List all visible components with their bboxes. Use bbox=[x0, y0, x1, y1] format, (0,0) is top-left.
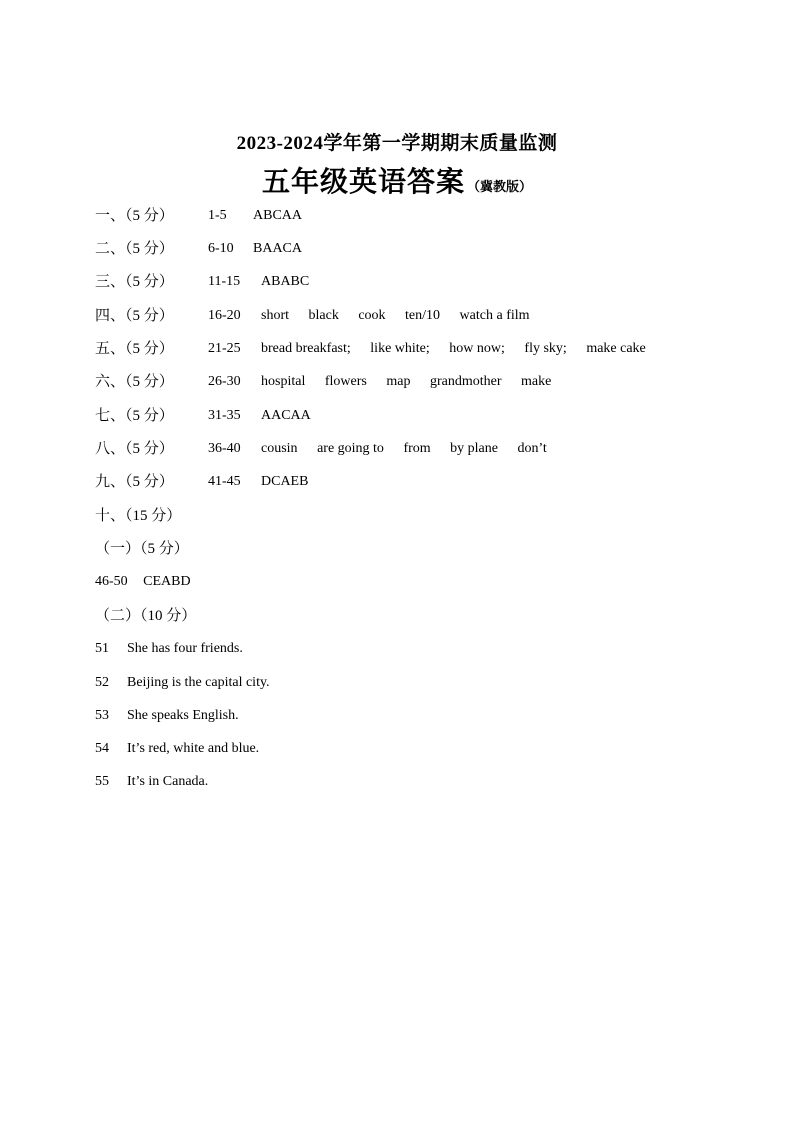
answer-list bbox=[261, 471, 324, 493]
answer: make bbox=[520, 374, 552, 389]
sentence-answer: It’s in Canada. bbox=[127, 774, 209, 789]
subject-title-main: 五年级英语答案 bbox=[261, 167, 465, 198]
section-label: 五、（5 分） bbox=[95, 341, 174, 357]
sentence-answer-row bbox=[95, 738, 259, 760]
answer: by plane bbox=[450, 441, 498, 456]
answer: map bbox=[386, 374, 411, 389]
question-range: 36-40 bbox=[208, 441, 241, 456]
answer: make cake bbox=[586, 341, 646, 356]
subject-title bbox=[0, 160, 794, 200]
answer-list bbox=[261, 438, 563, 460]
answer: how now; bbox=[449, 341, 505, 356]
answer: cook bbox=[358, 308, 386, 323]
part-1-answer-row bbox=[95, 571, 191, 593]
question-number: 51 bbox=[95, 641, 109, 656]
sentence-answer: She speaks English. bbox=[127, 708, 239, 723]
answer: BAACA bbox=[253, 241, 303, 256]
sentence-answer: It’s red, white and blue. bbox=[127, 741, 260, 756]
answer: fly sky; bbox=[524, 341, 567, 356]
answer: are going to bbox=[317, 441, 384, 456]
question-range: 6-10 bbox=[208, 241, 234, 256]
section-label: 二、（5 分） bbox=[95, 241, 174, 257]
answer: hospital bbox=[261, 374, 306, 389]
answer: grandmother bbox=[429, 374, 502, 389]
section-label: 九、（5 分） bbox=[95, 474, 174, 490]
question-number: 54 bbox=[95, 741, 109, 756]
answer: like white; bbox=[370, 341, 430, 356]
answer: CEABD bbox=[143, 574, 191, 589]
part-1-label: （一）（5 分） bbox=[95, 541, 189, 557]
answer-list bbox=[253, 238, 318, 260]
question-range: 21-25 bbox=[208, 341, 241, 356]
answer: ABABC bbox=[261, 274, 310, 289]
section-label: 六、（5 分） bbox=[95, 374, 174, 390]
answer: black bbox=[308, 308, 339, 323]
question-range: 41-45 bbox=[208, 474, 241, 489]
sentence-answer-row bbox=[95, 672, 270, 694]
question-range: 31-35 bbox=[208, 408, 241, 423]
answer-list bbox=[261, 405, 327, 427]
answer: don’t bbox=[517, 441, 547, 456]
answer: flowers bbox=[324, 374, 367, 389]
answer: short bbox=[261, 308, 289, 323]
question-range: 1-5 bbox=[208, 208, 227, 223]
question-number: 55 bbox=[95, 774, 109, 789]
question-range: 26-30 bbox=[208, 374, 241, 389]
answer-list bbox=[261, 338, 662, 360]
edition-label: （冀教版） bbox=[467, 179, 533, 194]
sentence-answer: Beijing is the capital city. bbox=[127, 675, 270, 690]
section-label: 三、（5 分） bbox=[95, 274, 174, 290]
exam-title: 2023-2024学年第一学期期末质量监测 bbox=[236, 133, 558, 154]
question-range: 11-15 bbox=[208, 274, 241, 289]
section-label: 一、（5 分） bbox=[95, 208, 174, 224]
answer-list bbox=[261, 305, 546, 327]
section-label: 四、（5 分） bbox=[95, 308, 174, 324]
answer: AACAA bbox=[261, 408, 311, 423]
answer-list bbox=[261, 271, 325, 293]
answer: bread breakfast; bbox=[261, 341, 351, 356]
section-label: 八、（5 分） bbox=[95, 441, 174, 457]
answer: watch a film bbox=[459, 308, 530, 323]
question-range: 16-20 bbox=[208, 308, 241, 323]
answer: ABCAA bbox=[253, 208, 303, 223]
sentence-answer-row bbox=[95, 638, 243, 660]
question-number: 52 bbox=[95, 675, 109, 690]
sentence-answer-row bbox=[95, 705, 239, 727]
sentence-answer-row bbox=[95, 771, 208, 793]
part-2-label: （二）（10 分） bbox=[95, 608, 197, 624]
section-label: 七、（5 分） bbox=[95, 408, 174, 424]
answer: ten/10 bbox=[405, 308, 441, 323]
answer: cousin bbox=[261, 441, 298, 456]
answer-list bbox=[261, 371, 567, 393]
question-number: 53 bbox=[95, 708, 109, 723]
answer: DCAEB bbox=[261, 474, 309, 489]
sentence-answer: She has four friends. bbox=[127, 641, 243, 656]
section-10-label: 十、（15 分） bbox=[95, 508, 182, 524]
answer: from bbox=[403, 441, 431, 456]
answer-list bbox=[253, 205, 318, 227]
question-range: 46-50 bbox=[95, 574, 128, 589]
